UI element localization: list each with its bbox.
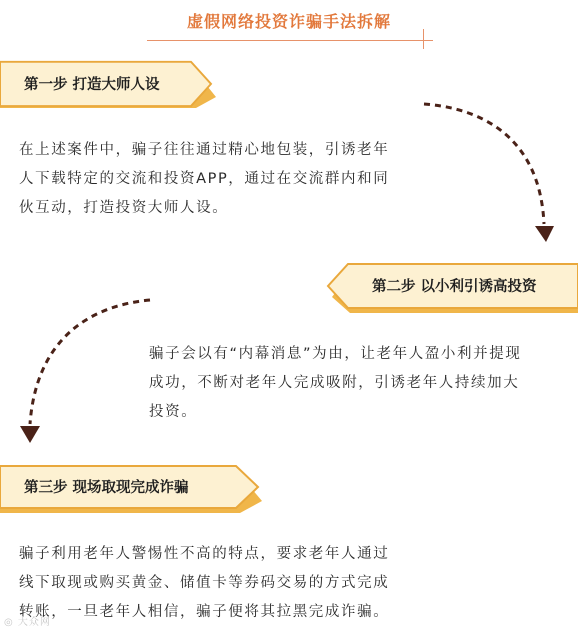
step-1-line-2: 人下载特定的交流和投资APP，通过在交流群内和同 [19,171,390,187]
title-tick [423,29,424,49]
page-title: 虚假网络投资诈骗手法拆解 [186,12,391,31]
watermark [4,613,51,628]
step-2-text [149,340,569,427]
step-3-line-2: 线下取现或购买黄金、储值卡等券码交易的方式完成 [19,575,390,591]
step-2-banner [328,263,578,313]
step-3-text [19,540,569,627]
step-3-line-1: 骗子利用老年人警惕性不高的特点，要求老年人通过 [19,546,390,562]
step-1-line-1: 在上述案件中，骗子往往通过精心地包装，引诱老年 [19,142,390,158]
watermark-text: 大众网 [17,617,51,628]
step-1-line-3: 伙互动，打造投资大师人设。 [19,200,229,216]
step-3-banner [0,465,262,513]
step-3-line-3: 转账，一旦老年人相信，骗子便将其拉黑完成诈骗。 [19,604,390,620]
step-1-banner [0,62,216,108]
watermark-logo-icon: ◎ [4,617,14,628]
step-3-label: 第三步 现场取现完成诈骗 [24,480,189,496]
step-2-line-2: 成功，不断对老年人完成吸附，引诱老年人持续加大 [149,375,520,391]
step-2-line-3: 投资。 [149,404,198,420]
step-2-line-1: 骗子会以有“内幕消息”为由，让老年人盈小利并提现 [149,346,522,362]
step-1-label: 第一步 打造大师人设 [24,77,160,93]
dashed-arrow-left-icon [16,292,166,442]
dashed-arrow-right-icon [420,96,560,246]
step-2-label: 第二步 以小利引诱高投资 [372,279,537,295]
title-underline [147,40,433,41]
